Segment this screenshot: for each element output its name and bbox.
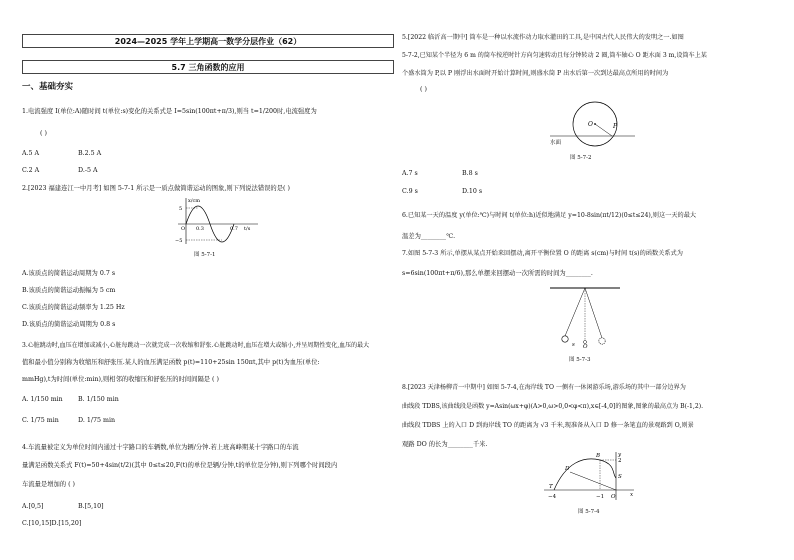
q2-axis-x-label: t/s xyxy=(244,226,251,232)
q8-text-line2: 曲线段 TDBS,该曲线段是函数 y=Asin(ωx+φ)(A>0,ω>0,0<φ<π),x∈[-4,0]的图象,图象的最高点为 B(-1,2). xyxy=(402,403,704,410)
q5-text-line3: 个盛水筒为 P,以 P 刚浮出水面时开始计算时间,则盛水筒 P 出水后第一次到达最高点所用的时间为 xyxy=(402,70,669,77)
q2-tick-neg5: −5 xyxy=(175,238,183,244)
q4-option-b: B.[5,10] xyxy=(78,503,104,510)
q1-text: 1.电流强度 I(单位:A)随时间 t(单位:s)变化的关系式是 I=5sin(100πt+π/3),则当 t=1/200时,电流强度为 xyxy=(22,108,317,115)
q5-text-line1: 5.[2022 临沂高一期中] 筒车是一种以水流作动力取水灌田的工具,是中国古代人民伟大的发明之一.如图 xyxy=(402,34,684,41)
q8-caption: 图 5-7-4 xyxy=(578,509,600,515)
q5-point-label: P xyxy=(613,123,618,130)
q8-axis-y-label: y xyxy=(618,452,622,458)
q5-water-label: 水面 xyxy=(550,140,562,146)
page-subtitle: 5.7 三角函数的应用 xyxy=(171,63,245,72)
q6-text-line2: 温差为________℃. xyxy=(402,233,456,240)
q5-option-b: B.8 s xyxy=(462,170,478,177)
q8-text-line4: 观路 DO 的长为________千米. xyxy=(402,441,488,448)
q2-option-d: D.该质点的简谐运动周期为 0.8 s xyxy=(22,321,116,328)
q8-curve-figure xyxy=(540,448,640,504)
q2-axis-y-label: x/cm xyxy=(188,198,201,204)
q8-point-d: D xyxy=(565,466,570,472)
q7-s-label: s xyxy=(572,342,575,348)
q3-option-d: D. 1/75 min xyxy=(78,417,116,424)
q5-option-c: C.9 s xyxy=(402,188,418,195)
q5-center-label: O xyxy=(588,121,593,128)
q8-point-t: T xyxy=(549,484,553,490)
q2-option-a: A.该质点的简谐运动周期为 0.7 s xyxy=(22,270,116,277)
q3-text-line1: 3.心脏跳动时,血压在增加或减小,心脏每跳动一次就完成一次收缩和舒张.心脏跳动时,血压在增大或缩小,并呈周期性变化,血压的最大 xyxy=(22,342,370,349)
q1-option-a: A.5 A xyxy=(22,150,40,157)
q8-tick-2: 2 xyxy=(618,458,622,464)
q4-text-line3: 车流量是增加的 ( ) xyxy=(22,481,75,488)
q5-waterwheel-figure xyxy=(540,98,640,152)
header-subtitle-box xyxy=(22,60,394,74)
q8-tick-neg4: −4 xyxy=(548,494,557,500)
q2-tick-03: 0.3 xyxy=(196,226,204,232)
q8-text-line1: 8.[2023 天津杨柳青一中期中] 如图 5-7-4,在海岸线 TO 一侧有一休闲游乐场,游乐场的其中一部分边界为 xyxy=(402,384,686,391)
q2-graph xyxy=(172,196,262,248)
q8-point-b: B xyxy=(596,453,601,459)
q3-text-line3: mmHg),t为时间(单位:min),则相邻的收缩压和舒张压的时间间隔是 ( ) xyxy=(22,376,219,383)
q1-option-c: C.2 A xyxy=(22,167,40,174)
q2-origin: O xyxy=(181,226,186,232)
q4-text-line1: 4.车流量被定义为单位时间内通过十字路口的车辆数,单位为辆/分钟.若上班高峰期某十字路口的车流 xyxy=(22,444,299,451)
q3-text-line2: 值和最小值分别称为收缩压和舒张压.某人的血压满足函数 p(t)=110+25sin 150πt,其中 p(t)为血压(单位: xyxy=(22,359,320,366)
q7-o-label: O xyxy=(583,344,588,348)
q3-option-c: C. 1/75 min xyxy=(22,417,59,424)
q8-origin: O xyxy=(611,494,616,500)
q5-caption: 图 5-7-2 xyxy=(570,155,592,161)
q2-option-b: B.该质点的简谐运动振幅为 5 cm xyxy=(22,287,116,294)
q2-text: 2.[2023 福建连江一中月考] 如图 5-7-1 所示是一质点做简谐运动的图象,则下列说法错误的是( ) xyxy=(22,185,290,192)
q5-paren: ( ) xyxy=(420,86,427,93)
q6-text-line1: 6.已知某一天的温度 y(单位:℃)与时间 t(单位:h)近似地满足 y=10-8sin(πt/12)(0≤t≤24),则这一天的最大 xyxy=(402,212,697,219)
q5-option-a: A.7 s xyxy=(402,170,418,177)
section-title: 一、基础夯实 xyxy=(22,82,74,92)
page-title: 2024—2025 学年上学期高一数学分层作业（62） xyxy=(114,37,302,46)
q1-option-d: D.-5 A xyxy=(78,167,98,174)
q7-caption: 图 5-7-3 xyxy=(569,357,591,363)
q7-text-line2: s=6sin(100πt+π/6),那么单摆来回摆动一次所需的时间为________. xyxy=(402,270,593,277)
q4-text-line2: 量满足函数关系式 F(t)=50+4sin(t/2)(其中 0≤t≤20,F(t)的单位是辆/分钟,t的单位是分钟),则下列哪个时间段内 xyxy=(22,462,338,469)
q5-option-d: D.10 s xyxy=(462,188,483,195)
q4-option-c: C.[10,15] xyxy=(22,520,52,527)
q2-tick-07: 0.7 xyxy=(230,226,238,232)
q7-pendulum-figure xyxy=(540,284,630,348)
q2-option-c: C.该质点的简谐运动频率为 1.25 Hz xyxy=(22,304,125,311)
q1-paren: ( ) xyxy=(40,130,47,137)
q1-option-b: B.2.5 A xyxy=(78,150,102,157)
q4-option-a: A.[0,5] xyxy=(22,503,44,510)
q8-point-s: S xyxy=(618,474,622,480)
q2-caption: 图 5-7-1 xyxy=(194,252,216,258)
q8-axis-x-label: x xyxy=(630,492,634,498)
q8-tick-neg1: −1 xyxy=(596,494,605,500)
q4-option-d: D.[15,20] xyxy=(51,520,82,527)
q5-text-line2: 5-7-2,已知某个半径为 6 m 的筒车按逆时针方向匀速转动且每分钟转动 2 圈,筒车轴心 O 距水面 3 m,设筒车上某 xyxy=(402,52,707,59)
q8-text-line3: 曲线段 TDBS 上的入口 D 到海岸线 TO 的距离为 √3 千米,现准备从入口 D 修一条笔直的景观路到 O,则景 xyxy=(402,422,694,429)
q4-option-cd xyxy=(22,520,81,527)
q2-tick-5: 5 xyxy=(179,206,183,212)
q3-option-b: B. 1/150 min xyxy=(78,396,119,403)
header-title-box xyxy=(22,34,394,48)
q7-text-line1: 7.如图 5-7-3 所示,单摆从某点开始来回摆动,离开平衡位置 O 的距离 s(cm)与时间 t(s)的函数关系式为 xyxy=(402,250,683,257)
q3-option-a: A. 1/150 min xyxy=(22,396,63,403)
